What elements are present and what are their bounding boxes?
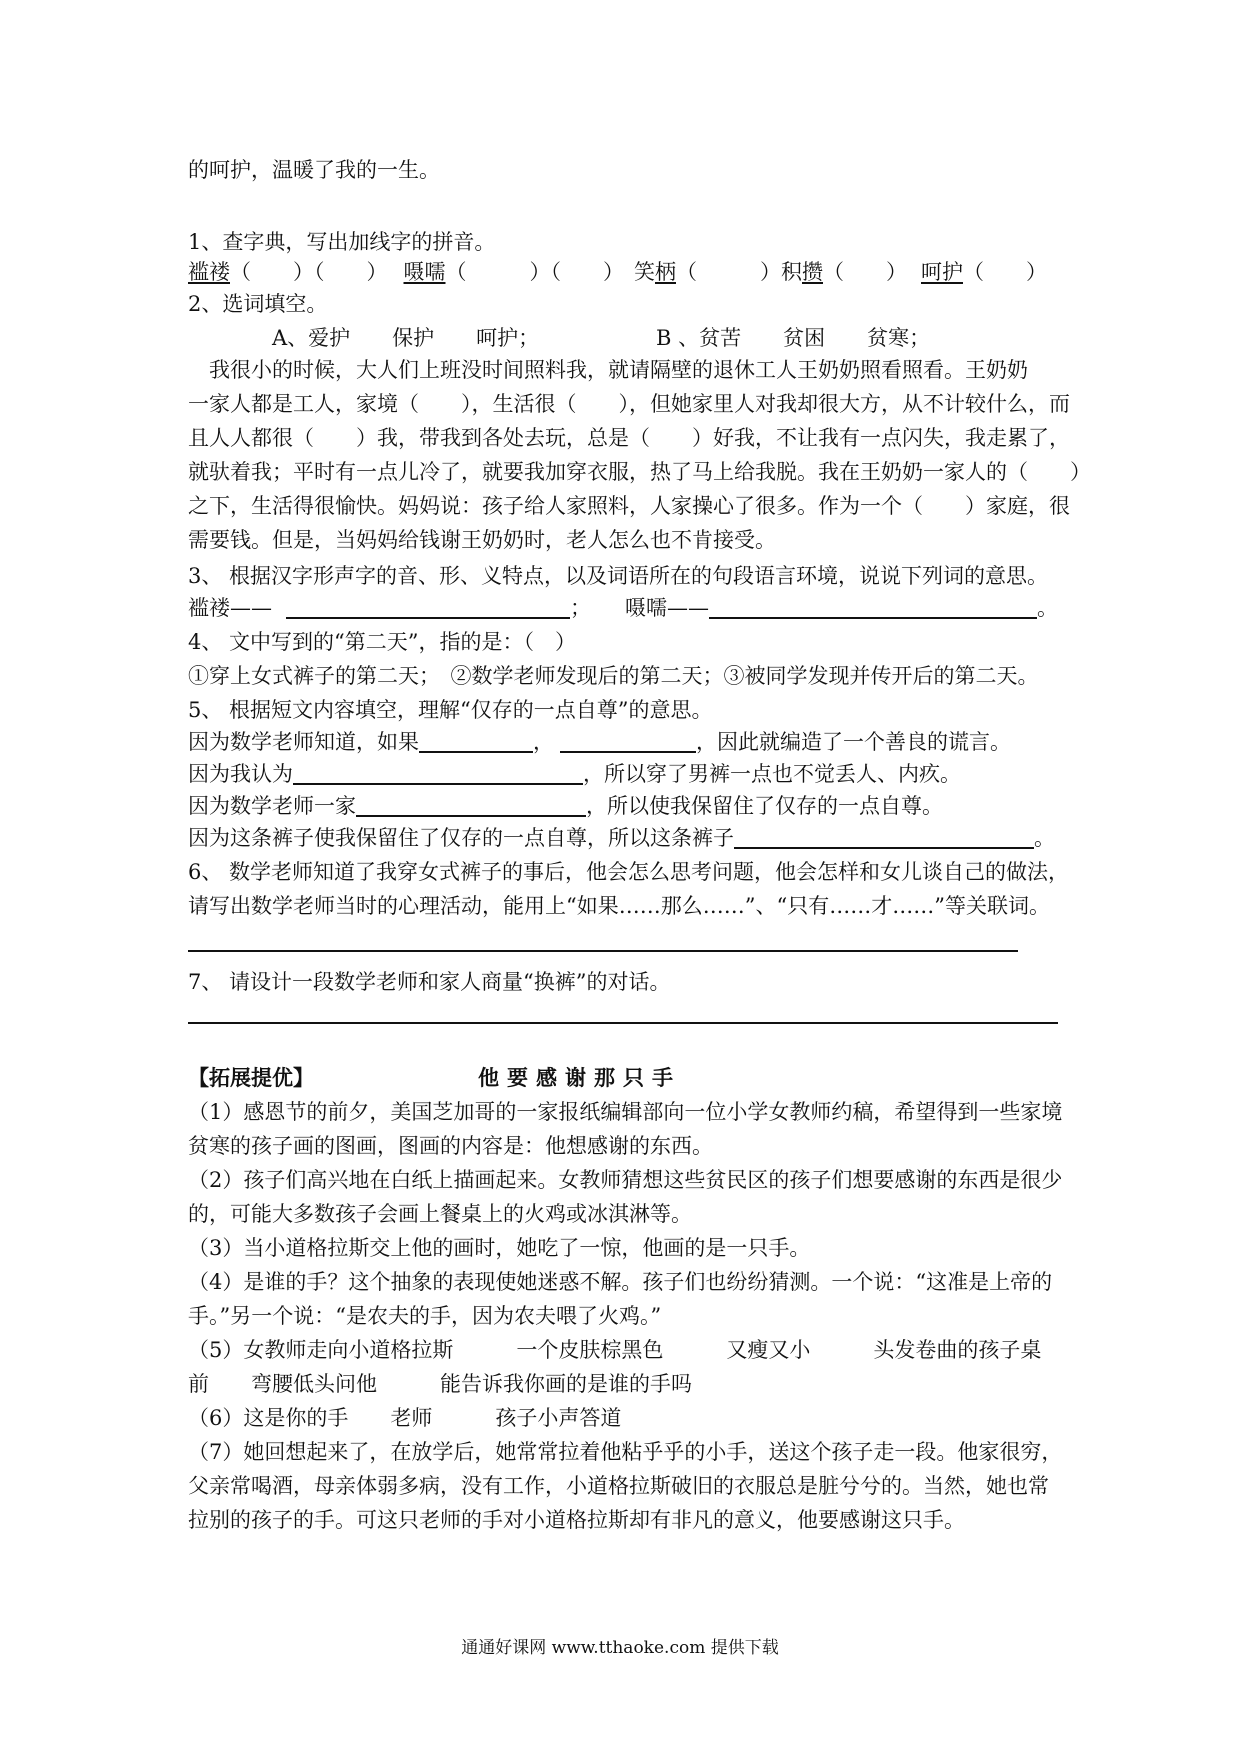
q5-line-4-b: 。	[1034, 826, 1055, 850]
q3-separator: ；	[570, 596, 591, 620]
extension-para-line-7: 手。”另一个说：“是农夫的手，因为农夫喂了火鸡。”	[188, 1304, 662, 1328]
q5-line-1	[188, 728, 1011, 756]
q7-prompt: 7、 请设计一段数学老师和家人商量“换裤”的对话。	[188, 970, 671, 994]
q3-word-2: 嗫嚅——	[625, 596, 709, 620]
q1-parens-2: （ ）（ ）	[445, 260, 624, 284]
extension-para-line-4: 的，可能大多数孩子会画上餐桌上的火鸡或冰淇淋等。	[188, 1202, 692, 1226]
q5-line-1-a: 因为数学老师知道，如果	[188, 730, 419, 754]
extension-para-line-3: （2）孩子们高兴地在白纸上描画起来。女教师猜想这些贫民区的孩子们想要感谢的东西是很少	[188, 1168, 1063, 1192]
q1-word-3-ul: 柄	[655, 260, 676, 284]
footer-credit: 通通好课网 www.tthaoke.com 提供下载	[461, 1638, 779, 1658]
q5-line-2-a: 因为我认为	[188, 762, 293, 786]
q2-para-line-1: 我很小的时候，大人们上班没时间照料我，就请隔壁的退休工人王奶奶照看照看。王奶奶	[188, 358, 1028, 382]
q1-word-3-pre: 笑	[634, 260, 655, 284]
q3-answer-line	[188, 594, 1058, 622]
q5-prompt: 5、 根据短文内容填空，理解“仅存的一点自尊”的意思。	[188, 698, 713, 722]
extension-para-line-6: （4）是谁的手？这个抽象的表现使她迷惑不解。孩子们也纷纷猜测。一个说：“这准是上帝的	[188, 1270, 1053, 1294]
q3-blank-2[interactable]	[709, 595, 1037, 619]
q4-prompt: 4、 文中写到的“第二天”，指的是：（ ）	[188, 630, 577, 654]
q5-line-1-c: ，因此就编造了一个善良的谎言。	[696, 730, 1011, 754]
extension-para-line-8: （5）女教师走向小道格拉斯 一个皮肤棕黑色 又瘦又小 头发卷曲的孩子桌	[188, 1338, 1042, 1362]
q6-line-1: 6、 数学老师知道了我穿女式裤子的事后，他会怎么思考问题，他会怎样和女儿谈自己的做法，	[188, 860, 1070, 884]
q5-line-3-b: ，所以使我保留住了仅存的一点自尊。	[586, 794, 943, 818]
q3-blank-1[interactable]	[286, 595, 570, 619]
q3-prompt: 3、 根据汉字形声字的音、形、义特点，以及词语所在的句段语言环境，说说下列词的意思。	[188, 564, 1049, 588]
q2-para-line-5: 之下，生活得很愉快。妈妈说：孩子给人家照料，人家操心了很多。作为一个（ ）家庭，很	[188, 494, 1070, 518]
q1-word-2: 嗫嚅	[403, 260, 446, 284]
q5-blank-4[interactable]	[734, 825, 1034, 849]
extension-para-line-12: 父亲常喝酒，母亲体弱多病，没有工作，小道格拉斯破旧的衣服总是脏兮兮的。当然，她也常	[188, 1474, 1049, 1498]
q1-word-1: 褴褛	[188, 260, 230, 284]
q5-line-3	[188, 792, 943, 820]
q1-word-4-pre: 积	[781, 260, 802, 284]
extension-para-line-1: （1）感恩节的前夕，美国芝加哥的一家报纸编辑部向一位小学女教师约稿，希望得到一些家境	[188, 1100, 1063, 1124]
q2-para-line-6: 需要钱。但是，当妈妈给钱谢王奶奶时，老人怎么也不肯接受。	[188, 528, 776, 552]
q1-parens-4: （ ）	[823, 260, 907, 284]
q1-word-4-ul: 攒	[802, 260, 823, 284]
q5-line-2	[188, 760, 961, 788]
extension-para-line-2: 贫寒的孩子画的图画，图画的内容是：他想感谢的东西。	[188, 1134, 713, 1158]
q5-line-3-a: 因为数学老师一家	[188, 794, 356, 818]
q1-prompt: 1、查字典，写出加线字的拼音。	[188, 230, 496, 254]
q2-para-line-4: 就驮着我；平时有一点儿冷了，就要我加穿衣服，热了马上给我脱。我在王奶奶一家人的（ ）	[188, 460, 1091, 484]
q5-blank-1b[interactable]	[560, 729, 696, 753]
q1-parens-5: （ ）	[963, 260, 1047, 284]
extension-para-line-10: （6）这是你的手 老师 孩子小声答道	[188, 1406, 622, 1430]
q6-line-2: 请写出数学老师当时的心理活动，能用上“如果……那么……”、“只有……才……”等关联词。	[188, 894, 1050, 918]
q5-blank-3[interactable]	[356, 793, 586, 817]
q6-answer-line[interactable]	[188, 950, 1018, 952]
q2-options-b: B 、贫苦 贫困 贫寒；	[656, 326, 931, 350]
q1-word-5: 呵护	[921, 260, 963, 284]
q5-line-4	[188, 824, 1055, 852]
q5-line-1-b: ，	[533, 730, 554, 754]
extension-para-line-11: （7）她回想起来了，在放学后，她常常拉着他粘乎乎的小手，送这个孩子走一段。他家很穷，	[188, 1440, 1063, 1464]
q1-items	[188, 258, 1047, 286]
q2-prompt: 2、选词填空。	[188, 292, 328, 316]
q2-para-line-2: 一家人都是工人，家境（ ），生活很（ ），但她家里人对我却很大方，从不计较什么，而	[188, 392, 1070, 416]
q1-parens-3: （ ）	[676, 260, 781, 284]
q5-line-2-b: ，所以穿了男裤一点也不觉丢人、内疚。	[583, 762, 961, 786]
q2-para-line-3: 且人人都很（ ）我，带我到各处去玩，总是（ ）好我，不让我有一点闪失，我走累了，	[188, 426, 1070, 450]
q5-blank-1a[interactable]	[419, 729, 533, 753]
q3-word-1: 褴褛——	[188, 596, 272, 620]
extension-para-line-13: 拉别的孩子的手。可这只老师的手对小道格拉斯却有非凡的意义，他要感谢这只手。	[188, 1508, 965, 1532]
extension-para-line-9: 前 弯腰低头问他 能告诉我你画的是谁的手吗	[188, 1372, 692, 1396]
q5-line-4-a: 因为这条裤子使我保留住了仅存的一点自尊，所以这条裤子	[188, 826, 734, 850]
q5-blank-2[interactable]	[293, 761, 583, 785]
q3-end: 。	[1037, 596, 1058, 620]
q7-answer-line[interactable]	[188, 1022, 1058, 1024]
extension-label: 【拓展提优】	[188, 1065, 314, 1090]
q2-options-a: A、爱护 保护 呵护；	[272, 326, 540, 350]
q1-parens-1: （ ）（ ）	[230, 260, 388, 284]
intro-line: 的呵护，温暖了我的一生。	[188, 158, 440, 182]
extension-title: 他要感谢那只手	[478, 1065, 681, 1090]
q4-options: ①穿上女式裤子的第二天； ②数学老师发现后的第二天；③被同学发现并传开后的第二天。	[188, 664, 1039, 688]
extension-para-line-5: （3）当小道格拉斯交上他的画时，她吃了一惊，他画的是一只手。	[188, 1236, 811, 1260]
